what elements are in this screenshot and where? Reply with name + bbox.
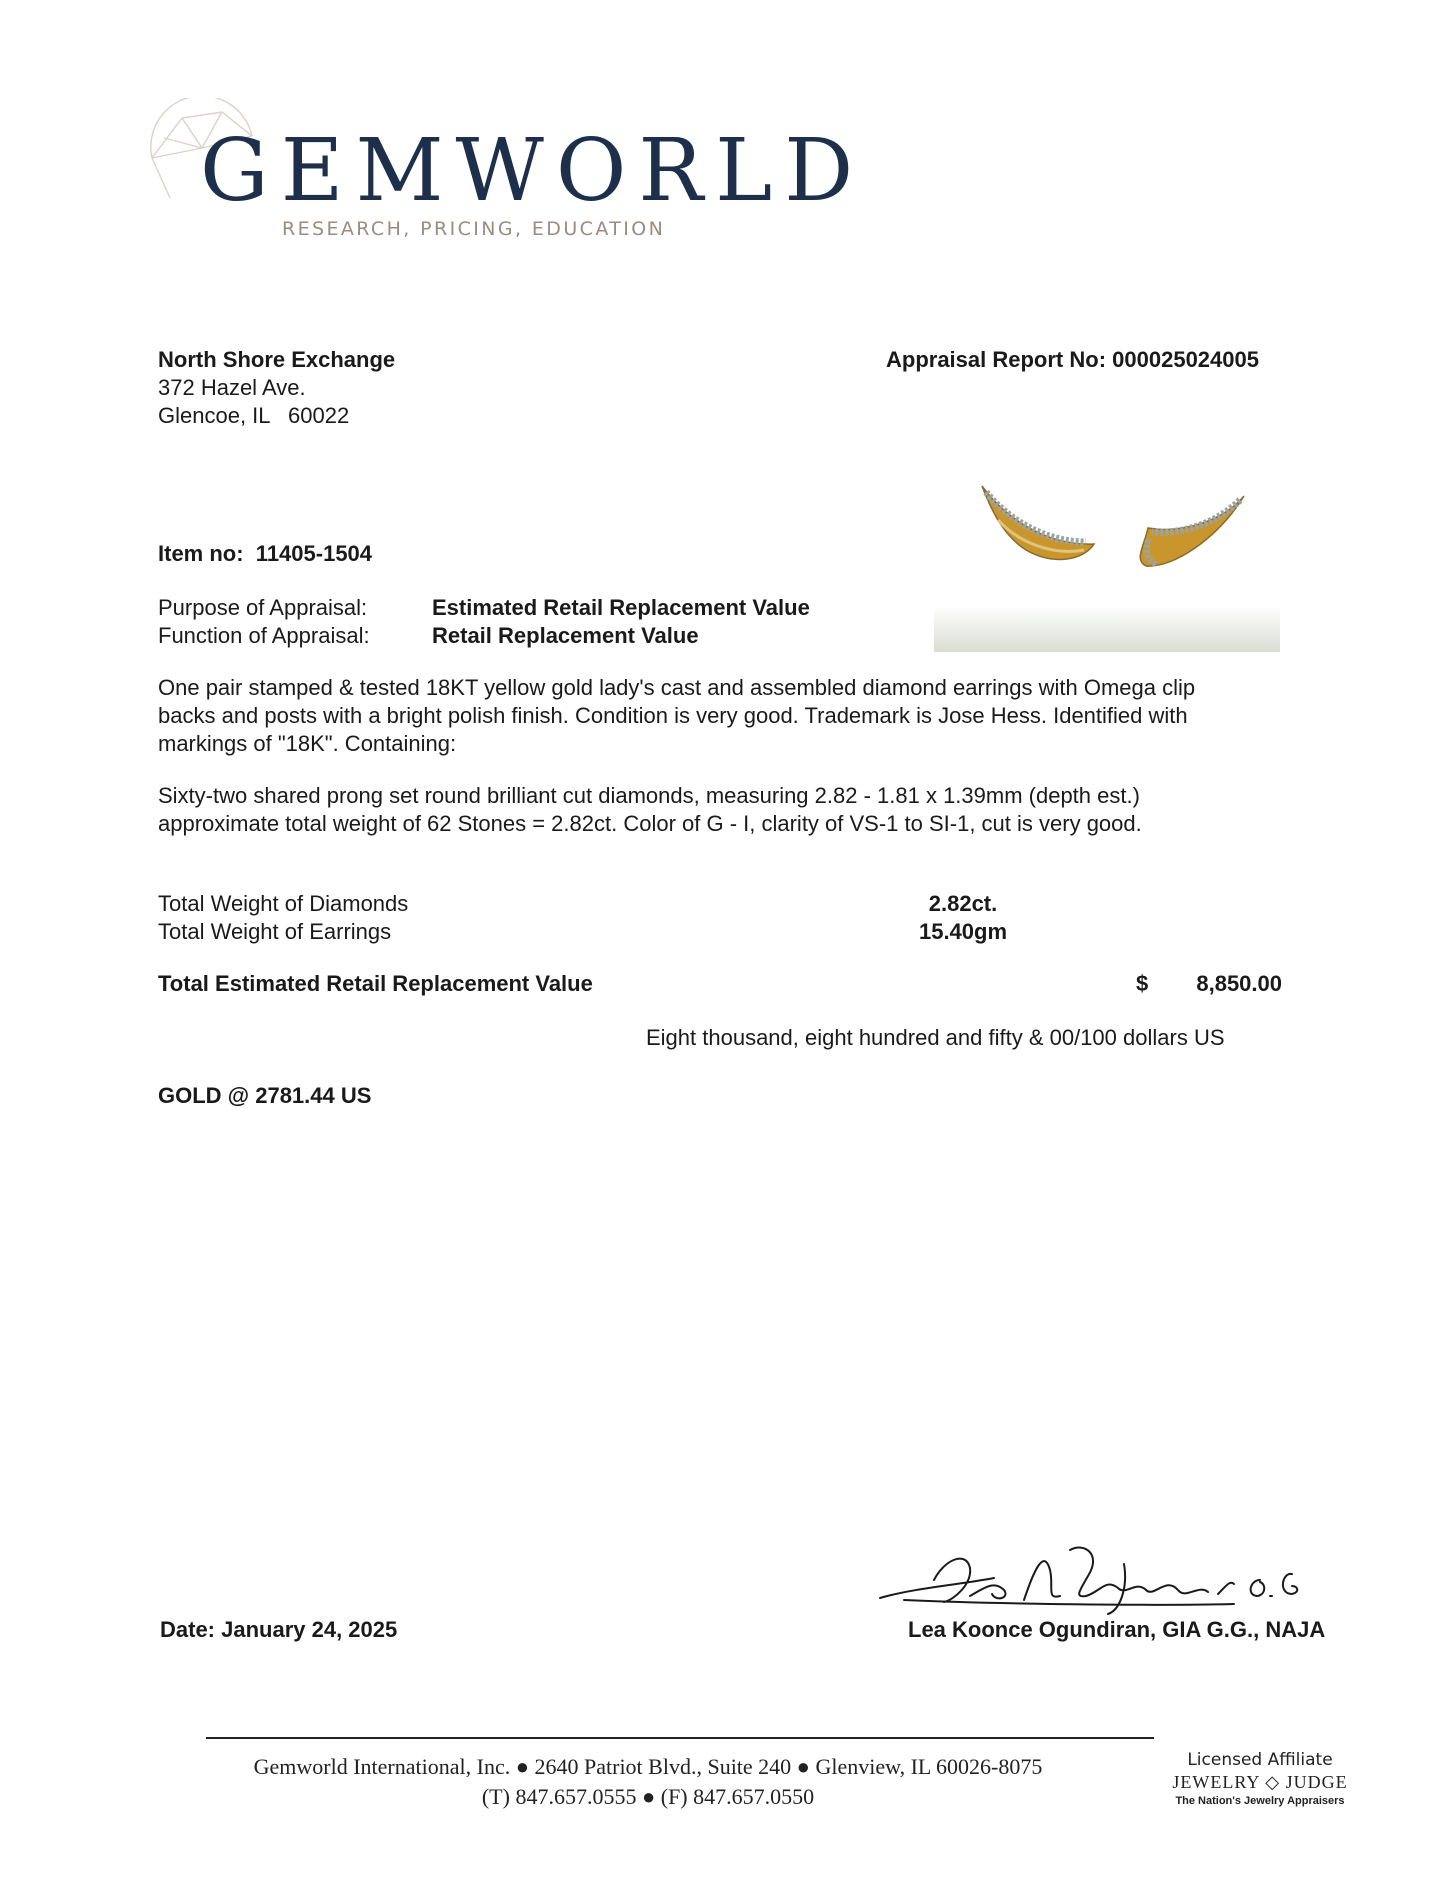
earrings-weight-value: 15.40gm — [918, 919, 1008, 944]
affiliate-tagline: The Nation's Jewelry Appraisers — [1175, 1795, 1345, 1807]
purpose-value: Estimated Retail Replacement Value — [432, 595, 810, 620]
earrings-photo — [934, 476, 1280, 652]
client-city: Glencoe, IL 60022 — [158, 403, 350, 428]
footer-address-line: Gemworld International, Inc. ● 2640 Patriot Blvd., Suite 240 ● Glenview, IL 60026-8075 — [253, 1754, 1043, 1779]
earrings-weight-label: Total Weight of Earrings — [158, 919, 392, 944]
diamonds-weight-value: 2.82ct. — [928, 891, 998, 916]
total-currency: $ — [1136, 971, 1149, 996]
diamonds-weight-label: Total Weight of Diamonds — [158, 891, 409, 916]
report-number-label: Appraisal Report No: — [886, 347, 1107, 372]
affiliate-label: Licensed Affiliate — [1187, 1750, 1333, 1770]
footer-phone-line: (T) 847.657.0555 ● (F) 847.657.0550 — [481, 1784, 815, 1809]
left-earring — [982, 486, 1094, 559]
total-value-label: Total Estimated Retail Replacement Value — [158, 971, 593, 996]
gold-price: GOLD @ 2781.44 US — [158, 1083, 372, 1108]
total-in-words: Eight thousand, eight hundred and fifty & 00/100 dollars US — [646, 1025, 1225, 1050]
weights-block — [158, 890, 1088, 946]
total-amount: 8,850.00 — [1196, 971, 1282, 996]
function-label: Function of Appraisal: — [158, 623, 370, 648]
logo-wordmark: GEMWORLD — [200, 121, 866, 221]
appraiser-name: Lea Koonce Ogundiran, GIA G.G., NAJA — [908, 1617, 1326, 1642]
appraisal-purpose-block — [158, 594, 810, 650]
appraiser-signature — [874, 1540, 1314, 1618]
logo-tagline: RESEARCH, PRICING, EDUCATION — [282, 218, 666, 240]
client-street: 372 Hazel Ave. — [158, 375, 306, 400]
report-number-value: 000025024005 — [1112, 347, 1259, 372]
report-number — [886, 346, 1259, 374]
item-number — [158, 540, 372, 568]
client-address — [158, 346, 395, 430]
purpose-label: Purpose of Appraisal: — [158, 595, 368, 620]
total-value-row — [158, 970, 1282, 998]
description-paragraph-1: One pair stamped & tested 18KT yellow gold lady's cast and assembled diamond earrings with Omega clip backs and posts with a bright polish finish. Condition is very good. Trademark is Jose Hess. Identified with markings of "18K". Containing: — [158, 675, 1196, 756]
right-earring — [1140, 496, 1244, 566]
jewelry-judge-logo: JEWELRY ◇ JUDGE — [1172, 1772, 1348, 1792]
client-name: North Shore Exchange — [158, 347, 396, 372]
affiliate-badge — [1170, 1750, 1350, 1807]
description-paragraph-2: Sixty-two shared prong set round brilliant cut diamonds, measuring 2.82 - 1.81 x 1.39mm (depth est.) approximate total weight of 62 Stones = 2.82ct. Color of G - I, clarity of VS-1 to SI-1, cut is very good. — [158, 783, 1142, 836]
footer-divider — [206, 1737, 1154, 1739]
appraisal-date: Date: January 24, 2025 — [160, 1617, 398, 1642]
footer-address — [206, 1752, 1090, 1812]
item-number-value: 11405-1504 — [255, 541, 373, 566]
item-number-label: Item no: — [158, 541, 244, 566]
function-value: Retail Replacement Value — [432, 623, 699, 648]
